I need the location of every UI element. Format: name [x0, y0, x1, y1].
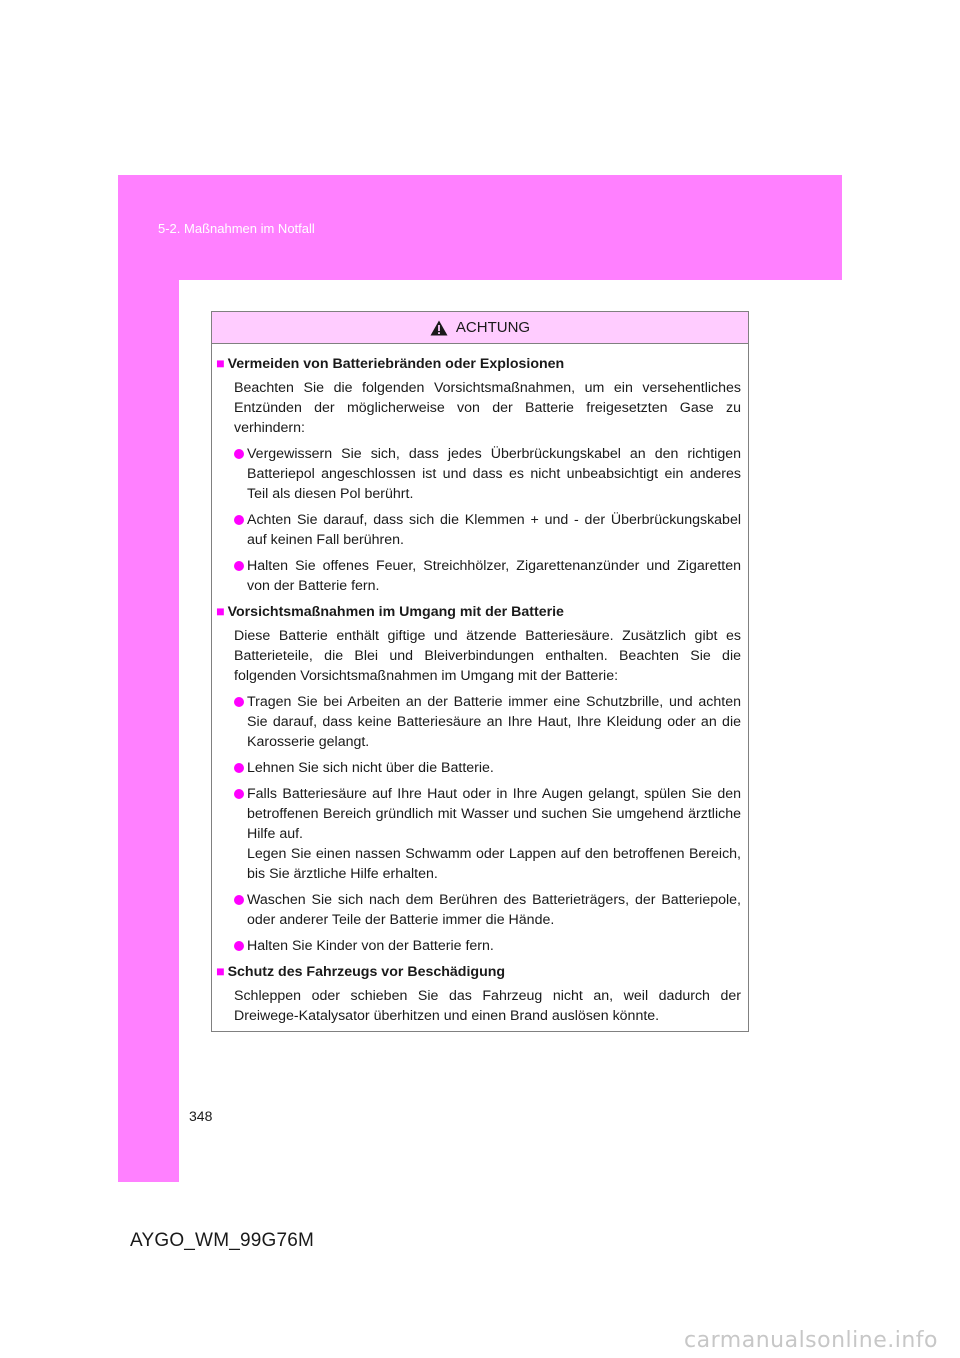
- section-title: [216, 354, 741, 374]
- section-title-text: Vermeiden von Batteriebränden oder Explosionen: [227, 356, 565, 372]
- warning-header: [212, 312, 748, 344]
- warning-box: [211, 311, 749, 1032]
- square-marker-icon: ■: [216, 964, 225, 980]
- side-band: [118, 280, 179, 1182]
- bullet-text: Vergewissern Sie sich, dass jedes Überbrückungskabel an den richtigen Batteriepol angeschlossen ist und dass es nicht unbeabsichtigt ein anderes Teil als diesen Pol berührt.: [247, 446, 741, 502]
- bullet-item: [234, 890, 741, 930]
- warning-triangle-icon: [430, 320, 448, 336]
- warning-body: [212, 344, 748, 1026]
- bullet-text: Falls Batteriesäure auf Ihre Haut oder in Ihre Augen gelangt, spülen Sie den betroffenen Bereich gründlich mit Wasser und suchen Sie umgehend ärztliche Hilfe auf. Legen Sie einen nassen Schwamm oder Lappen auf den betroffenen Bereich, bis Sie ärztliche Hilfe erhalten.: [247, 786, 741, 882]
- bullet-item: [234, 692, 741, 752]
- bullet-text: Halten Sie offenes Feuer, Streichhölzer, Zigarettenanzünder und Zigaretten von der Batterie fern.: [247, 558, 741, 594]
- warning-title: ACHTUNG: [455, 319, 531, 336]
- bullet-dot-icon: [234, 941, 244, 951]
- bullet-dot-icon: [234, 895, 244, 905]
- bullet-item: [234, 758, 741, 778]
- watermark: carmanualsonline.info: [684, 1328, 938, 1353]
- bullet-text: Lehnen Sie sich nicht über die Batterie.: [247, 760, 494, 776]
- bullet-dot-icon: [234, 515, 244, 525]
- section-text: Diese Batterie enthält giftige und ätzende Batteriesäure. Zusätzlich gibt es Batterieteile, die Blei und Bleiverbindungen enthalten. Beachten Sie die folgenden Vorsichtsmaßnahmen im Umgang mit der Batterie:: [234, 628, 741, 684]
- square-marker-icon: ■: [216, 356, 225, 372]
- bullet-dot-icon: [234, 789, 244, 799]
- bullet-dot-icon: [234, 449, 244, 459]
- bullet-dot-icon: [234, 697, 244, 707]
- section-title-text: Vorsichtsmaßnahmen im Umgang mit der Batterie: [227, 604, 564, 620]
- section-text: Beachten Sie die folgenden Vorsichtsmaßnahmen, um ein versehentliches Entzünden der möglicherweise von der Batterie freigesetzten Gase zu verhindern:: [234, 380, 741, 436]
- bullet-item: [234, 784, 741, 884]
- square-marker-icon: ■: [216, 604, 225, 620]
- bullet-text: Waschen Sie sich nach dem Berühren des Batterieträgers, der Batteriepole, oder anderer Teile der Batterie immer die Hände.: [247, 892, 741, 928]
- bullet-item: [234, 510, 741, 550]
- section-title: [216, 962, 741, 982]
- bullet-dot-icon: [234, 561, 244, 571]
- bullet-dot-icon: [234, 763, 244, 773]
- section-title-text: Schutz des Fahrzeugs vor Beschädigung: [227, 964, 506, 980]
- bullet-text: Achten Sie darauf, dass sich die Klemmen + und - der Überbrückungskabel auf keinen Fall berühren.: [247, 512, 741, 548]
- page-number: 348: [189, 1108, 213, 1124]
- section-title: [216, 602, 741, 622]
- bullet-text: Halten Sie Kinder von der Batterie fern.: [247, 938, 494, 954]
- section-text: Schleppen oder schieben Sie das Fahrzeug nicht an, weil dadurch der Dreiwege-Katalysator überhitzen und einen Brand auslösen könnte.: [234, 988, 741, 1024]
- section-label: 5-2. Maßnahmen im Notfall: [158, 221, 315, 236]
- bullet-text: Tragen Sie bei Arbeiten an der Batterie immer eine Schutzbrille, und achten Sie darauf, dass keine Batteriesäure an Ihre Haut, Ihre Kleidung oder an die Karosserie gelangt.: [247, 694, 741, 750]
- bullet-item: [234, 556, 741, 596]
- bullet-item: [234, 936, 741, 956]
- document-code: AYGO_WM_99G76M: [130, 1230, 315, 1251]
- bullet-item: [234, 444, 741, 504]
